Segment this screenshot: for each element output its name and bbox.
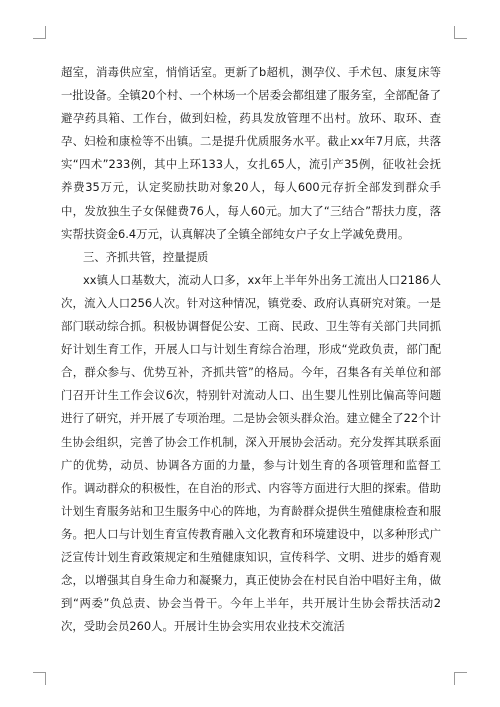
paragraph-continued: 超室，消毒供应室，悄悄话室。更新了b超机，测孕仪、手术包、康复床等一批设备。全镇20个村、一个林场一个居委会都组建了服务室，全部配备了避孕药具箱、工作台，做到妇检，药具发放管理不出村。放环、取环、查孕、妇检和康检等不出镇。二是提升优质服务水平。截止xx年7月底，共落实“四术”233例，其中上环133人，女扎65人，流引产35例，征收社会抚养费35万元，认定奖励扶助对象20人，每人600元存折全部发到群众手中，发放独生子女保健费76人，每人60元。加大了“三结合”帮扶力度，落实帮扶资金6.4万元，认真解决了全镇全部纯女户子女上学减免费用。 [61,65,441,241]
crop-mark-top-right [454,26,467,39]
document-body [61,61,441,638]
section-heading: 三、齐抓共管，控量提质 [83,249,209,264]
crop-mark-top-left [33,26,46,39]
paragraph-population: xx镇人口基数大，流动人口多，xx年上半年外出务工流出人口2186人次，流入人口256人次。针对这种情况，镇党委、政府认真研究对策。一是部门联动综合抓。积极协调督促公安、工商、民政、卫生等有关部门共同抓好计划生育工作，开展人口与计划生育综合治理，形成“党政负责，部门配合，群众参与、优势互补，齐抓共管”的格局。今年，召集各有关单位和部门召开计生工作会议6次，特别针对流动人口、出生婴儿性别比偏高等问题进行了研究，并开展了专项治理。二是协会领头群众治。建立健全了22个计生协会组织，完善了协会工作机制，深入开展协会活动。充分发挥其联系面广的优势，动员、协调各方面的力量，参与计划生育的各项管理和监督工作。调动群众的积极性，在自治的形式、内容等方面进行大胆的探索。借助计划生育服务站和卫生服务中心的阵地，为育龄群众提供生殖健康检查和服务。把人口与计划生育宣传教育融入文化教育和环境建设中，以多种形式广泛宣传计划生育政策规定和生殖健康知识，宣传科学、文明、进步的婚育观念，以增强其自身生命力和凝聚力，真正使协会在村民自治中唱好主角，做到“两委”负总责、协会当骨干。今年上半年，共开展计生协会帮扶活动2次，受助会员260人。开展计生协会实用农业技术交流活 [61,272,441,634]
crop-mark-bottom-right [454,672,467,685]
crop-mark-bottom-left [33,672,46,685]
